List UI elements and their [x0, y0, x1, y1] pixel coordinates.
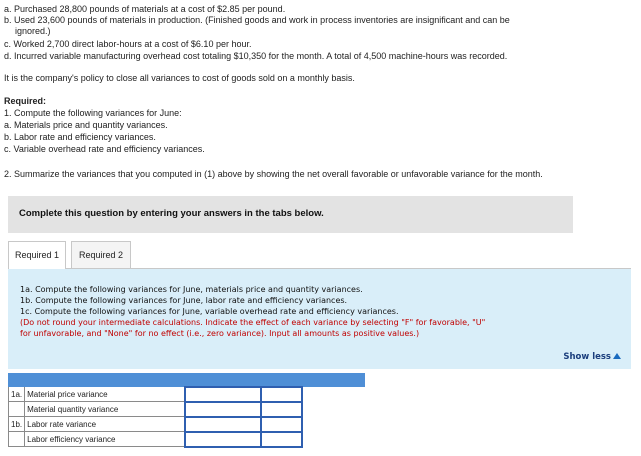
amount-input[interactable]	[185, 432, 261, 447]
triangle-up-icon	[613, 353, 621, 359]
table-header-row	[9, 374, 365, 387]
banner-text: Complete this question by entering your answers in the tabs below.	[19, 208, 324, 219]
row-label: Material price variance	[25, 387, 185, 402]
table-header-cell	[185, 374, 261, 387]
required-item-1c: c. Variable overhead rate and efficiency variances.	[4, 144, 205, 154]
effect-select[interactable]	[261, 417, 302, 432]
show-less-link[interactable]	[563, 352, 621, 362]
panel-line-1b: 1b. Compute the following variances for June, labor rate and efficiency variances.	[20, 296, 348, 305]
policy-text: It is the company's policy to close all variances to cost of goods sold on a monthly basis.	[4, 73, 355, 83]
panel-line-1c: 1c. Compute the following variances for June, variable overhead rate and efficiency variances.	[20, 307, 399, 316]
intro-line-c: c. Worked 2,700 direct labor-hours at a cost of $6.10 per hour.	[4, 39, 252, 49]
intro-line-b-cont: ignored.)	[15, 26, 51, 36]
amount-input[interactable]	[185, 402, 261, 417]
table-cell	[302, 417, 365, 432]
row-number: 1a.	[9, 387, 25, 402]
table-row	[9, 402, 365, 417]
panel-note-1: (Do not round your intermediate calculations. Indicate the effect of each variance by selecting "F" for favorable, "U"	[20, 318, 486, 327]
amount-input[interactable]	[185, 387, 261, 402]
row-label: Labor rate variance	[25, 417, 185, 432]
tab-required-1[interactable]	[8, 241, 66, 269]
table-row	[9, 387, 365, 402]
show-less-label: Show less	[563, 352, 611, 362]
instruction-banner	[8, 196, 573, 233]
table-row	[9, 432, 365, 447]
table-cell	[302, 432, 365, 447]
table-header-cell	[9, 374, 185, 387]
required-item-1: 1. Compute the following variances for June:	[4, 108, 182, 118]
row-label: Material quantity variance	[25, 402, 185, 417]
panel-line-1a: 1a. Compute the following variances for June, materials price and quantity variances.	[20, 285, 363, 294]
effect-select[interactable]	[261, 432, 302, 447]
panel-note-2: for unfavorable, and "None" for no effect (i.e., zero variance). Input all amounts as positive values.)	[20, 329, 420, 338]
table-cell	[302, 387, 365, 402]
required-heading: Required:	[4, 96, 47, 106]
table-cell	[302, 402, 365, 417]
instruction-panel	[8, 268, 631, 369]
tab-required-1-label: Required 1	[14, 250, 60, 260]
required-item-2: 2. Summarize the variances that you computed in (1) above by showing the net overall favorable or unfavorable variance for the month.	[4, 169, 543, 179]
intro-line-a: a. Purchased 28,800 pounds of materials at a cost of $2.85 per pound.	[4, 4, 286, 14]
row-label: Labor efficiency variance	[25, 432, 185, 447]
row-number	[9, 402, 25, 417]
required-item-1a: a. Materials price and quantity variances.	[4, 120, 168, 130]
table-header-cell	[261, 374, 302, 387]
effect-select[interactable]	[261, 402, 302, 417]
tab-required-2-label: Required 2	[78, 250, 124, 260]
intro-line-b: b. Used 23,600 pounds of materials in production. (Finished goods and work in process inventories are insignificant and can be	[4, 15, 510, 25]
table-header-cell	[302, 374, 365, 387]
row-number	[9, 432, 25, 447]
amount-input[interactable]	[185, 417, 261, 432]
variance-table	[8, 373, 365, 448]
effect-select[interactable]	[261, 387, 302, 402]
table-row	[9, 417, 365, 432]
tab-required-2[interactable]	[71, 241, 131, 269]
row-number: 1b.	[9, 417, 25, 432]
intro-line-d: d. Incurred variable manufacturing overhead cost totaling $10,350 for the month. A total of 4,500 machine-hours was recorded.	[4, 51, 508, 61]
required-item-1b: b. Labor rate and efficiency variances.	[4, 132, 156, 142]
